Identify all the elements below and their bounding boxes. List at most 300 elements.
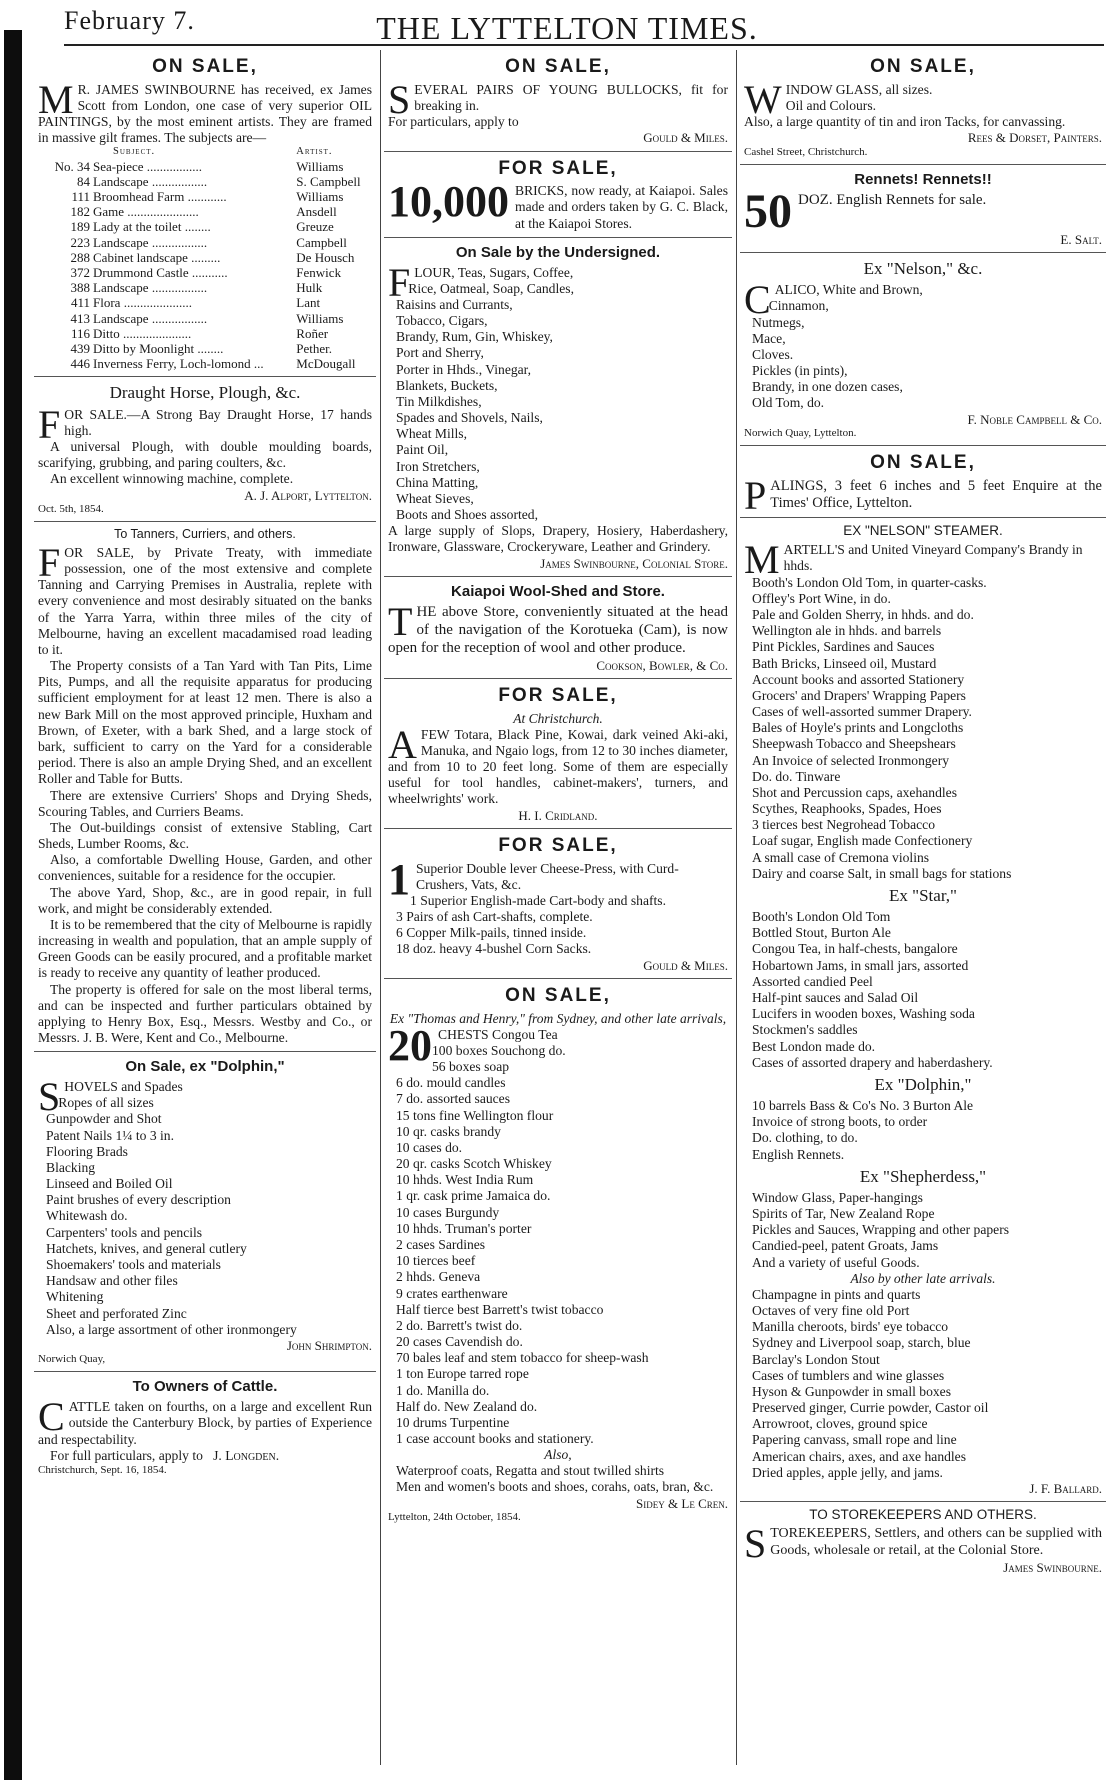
ad-timber <box>384 679 732 829</box>
list-item: Window Glass, Paper-hangings <box>752 1189 923 1205</box>
issue-date: February 7. <box>64 6 195 35</box>
column-3 <box>740 50 1106 1765</box>
list-item: 1 qr. cask prime Jamaica do. <box>396 1188 551 1204</box>
list-item: Brandy, in one dozen cases, <box>752 379 903 395</box>
drop-cap: M <box>38 76 74 122</box>
list-item: Rice, Oatmeal, Soap, Candles, <box>408 280 574 296</box>
table-row <box>38 159 372 174</box>
list-item: Stockmen's saddles <box>752 1022 858 1038</box>
painting-subject <box>93 189 296 204</box>
list-item: Spirits of Tar, New Zealand Rope <box>752 1206 935 1222</box>
item-list <box>38 1074 372 1338</box>
list-item: 1 do. Manilla do. <box>396 1382 490 1398</box>
table-row <box>38 250 372 265</box>
painting-subject <box>93 250 296 265</box>
ad-heading: ON SALE, <box>505 985 611 1007</box>
list-item-text: ARTELL'S and United Vineyard Company's Brandy in hhds. <box>783 542 1083 574</box>
drop-cap: S <box>38 1074 61 1120</box>
ad-heading: Rennets! Rennets!! <box>854 170 992 188</box>
paragraph: There are extensive Curriers' Shops and Drying Sheds, Scouring Tables, and Curriers Beams. <box>38 787 372 819</box>
signature: Gould & Miles. <box>643 130 728 146</box>
list-item: Old Tom, do. <box>752 395 825 411</box>
list-item: Scythes, Reaphooks, Spades, Hoes <box>752 801 942 817</box>
ad-date: Oct. 5th, 1854. <box>38 502 104 515</box>
ad-oil-paintings <box>34 50 376 377</box>
ad-heading: On Sale by the Undersigned. <box>455 243 661 261</box>
ad-heading: On Sale, ex "Dolphin," <box>125 1058 285 1076</box>
ad-heading: FOR SALE, <box>498 157 618 179</box>
signature: Gould & Miles. <box>643 957 728 973</box>
list-item: Mace, <box>752 330 786 346</box>
ad-heading: TO STOREKEEPERS AND OTHERS. <box>809 1507 1037 1523</box>
list-item-text: LOUR, Teas, Sugars, Coffee, <box>414 264 574 280</box>
column-divider <box>380 50 381 1765</box>
list-item: Nutmegs, <box>752 314 805 330</box>
painting-artist: Williams <box>296 310 344 326</box>
list-item: Congou Tea, in half-chests, bangalore <box>752 941 958 957</box>
item-list <box>744 909 1102 1071</box>
ad-body <box>38 539 373 1046</box>
list-item: 15 tons fine Wellington flour <box>396 1107 554 1123</box>
ad-text: R. JAMES SWINBOURNE has received, ex James Scott from London, one case of very superior OIL PAINTINGS, by the most eminent artists. They are framed in massive gilt frames. The subjects are— <box>38 81 372 146</box>
ad-subheading: At Christchurch. <box>513 710 603 726</box>
list-item: Do. clothing, to do. <box>752 1130 858 1146</box>
list-item: Bales of Hoyle's prints and Longcloths <box>752 720 964 736</box>
painting-subject-text: Ditto ..................... <box>93 325 192 341</box>
table-row <box>38 189 372 204</box>
drop-cap: C <box>38 1394 65 1440</box>
list-item: Blankets, Buckets, <box>396 377 498 393</box>
table-row <box>38 295 372 310</box>
list-item: 9 crates earthenware <box>396 1285 508 1301</box>
signature: H. I. Cridland. <box>518 807 598 823</box>
ad-cheese-press <box>384 829 732 979</box>
signature: Sidey & Le Cren. <box>636 1495 728 1511</box>
item-list <box>744 1098 1102 1163</box>
list-item: And a variety of useful Goods. <box>752 1254 920 1270</box>
ad-text: Also, a large quantity of tin and iron Tacks, for canvassing. <box>744 113 1066 129</box>
column-divider <box>736 50 737 1765</box>
painting-artist: De Housch <box>296 249 355 265</box>
ad-text: HE above Store, conveniently situated at the head of the navigation of the Korotueka (Cam), is now open for the reception of wool and other produce. <box>388 603 728 656</box>
ad-text: INDOW GLASS, all sizes. <box>785 81 933 97</box>
ad-text: Oil and Colours. <box>785 97 877 113</box>
ad-heading: ON SALE, <box>505 56 611 77</box>
painting-subject-text: Drummond Castle ........... <box>93 265 228 280</box>
list-item: 10 hhds. West India Rum <box>396 1172 534 1188</box>
painting-subject <box>93 341 296 356</box>
list-item: 1 ton Europe tarred rope <box>396 1366 529 1382</box>
item-list <box>388 259 728 524</box>
painting-subject-text: Landscape ................. <box>93 280 208 296</box>
painting-subject-text: Landscape ................. <box>93 310 208 326</box>
list-item: Tobacco, Cigars, <box>396 313 488 329</box>
list-item: 10 cases do. <box>396 1139 463 1155</box>
list-item-text: HOVELS and Spades <box>64 1079 183 1095</box>
list-item: Waterproof coats, Regatta and stout twilled shirts <box>396 1463 665 1479</box>
table-row <box>38 341 372 356</box>
list-item: Spades and Shovels, Nails, <box>396 410 543 426</box>
list-item: Bath Bricks, Linseed oil, Mustard <box>752 655 937 671</box>
ad-text: EVERAL PAIRS OF YOUNG BULLOCKS, fit for breaking in. <box>414 81 728 113</box>
table-row <box>38 204 372 219</box>
painting-subject <box>93 235 296 250</box>
ad-text: For full particulars, apply to <box>50 1447 203 1463</box>
ad-heading: ON SALE, <box>870 452 976 474</box>
signature: A. J. Alport, Lyttelton. <box>244 487 372 503</box>
list-item: Gunpowder and Shot <box>46 1111 162 1127</box>
painting-subject <box>93 356 296 371</box>
item-list <box>388 1463 728 1495</box>
painting-artist: Fenwick <box>296 265 342 280</box>
list-item: Cases of tumblers and wine glasses <box>752 1367 945 1383</box>
ad-heading: Kaiapoi Wool-Shed and Store. <box>451 583 665 601</box>
list-item: Half-pint sauces and Salad Oil <box>752 989 919 1005</box>
ad-heading: EX "NELSON" STEAMER. <box>843 523 1003 539</box>
col-artist: Artist. <box>296 146 333 158</box>
list-item: Sydney and Liverpool soap, starch, blue <box>752 1335 971 1351</box>
list-item: Hobartown Jams, in small jars, assorted <box>752 957 969 973</box>
list-item: Half do. New Zealand do. <box>396 1398 538 1414</box>
painting-number: 372 <box>70 265 90 280</box>
list-item: Men and women's boots and shoes, corahs, oats, bran, &c. <box>396 1479 714 1495</box>
list-item: 20 qr. casks Scotch Whiskey <box>396 1156 552 1172</box>
table-row <box>38 311 372 326</box>
ad-text: A large supply of Slops, Drapery, Hosiery, Haberdashery, Ironware, Glassware, Crockeryware, Leather and Grindery. <box>388 523 728 555</box>
ad-place: Cashel Street, Christchurch. <box>744 145 868 158</box>
list-item: Whitewash do. <box>46 1208 128 1224</box>
list-item-text: ALICO, White and Brown, <box>774 282 923 298</box>
list-item: 10 cases Burgundy <box>396 1204 500 1220</box>
painting-subject-text: Ditto by Moonlight ........ <box>93 341 224 357</box>
list-item: 100 boxes Souchong do. <box>432 1042 566 1058</box>
drop-cap: F <box>38 401 61 447</box>
list-item: Port and Sherry, <box>396 345 484 361</box>
ad-body <box>38 401 372 447</box>
painting-subject <box>93 204 296 219</box>
list-item: 10 drums Turpentine <box>396 1414 510 1430</box>
painting-number: 446 <box>70 356 90 372</box>
painting-artist: Lant <box>296 295 321 311</box>
table-row <box>38 265 372 280</box>
list-item: Also, a large assortment of other ironmongery <box>46 1321 297 1337</box>
list-item: Papering canvass, small rope and line <box>752 1432 957 1448</box>
painting-subject-text: Lady at the toilet ........ <box>93 219 211 235</box>
painting-number: 288 <box>70 249 90 265</box>
list-item: 2 do. Barrett's twist do. <box>396 1317 523 1333</box>
list-item: Grocers' and Drapers' Wrapping Papers <box>752 687 966 703</box>
list-item: Barclay's London Stout <box>752 1351 880 1367</box>
col-subject: Subject. <box>113 146 156 158</box>
list-item: An Invoice of selected Ironmongery <box>752 752 950 768</box>
list-item: Pickles and Sauces, Wrapping and other papers <box>752 1222 1010 1238</box>
list-item: Account books and assorted Stationery <box>752 671 965 687</box>
list-item: Porter in Hhds., Vinegar, <box>396 361 532 377</box>
painting-number: 111 <box>71 188 90 204</box>
list-item: Preserved ginger, Currie powder, Castor oil <box>752 1400 989 1416</box>
ad-undersigned <box>384 238 732 577</box>
list-item: Brandy, Rum, Gin, Whiskey, <box>396 329 553 345</box>
list-item: Cinnamon, <box>768 298 829 314</box>
ad-heading: FOR SALE, <box>498 684 618 706</box>
painting-subject <box>93 159 296 174</box>
big-number: 20 <box>388 1020 432 1070</box>
list-item: Shoemakers' tools and materials <box>46 1256 221 1272</box>
list-item-text: Superior Double lever Cheese-Press, with Curd-Crushers, Vats, &c. <box>416 860 679 892</box>
ad-text: ATTLE taken on fourths, on a large and excellent Run outside the Canterbury Block, by parties of Experience and respectability. <box>38 1399 372 1447</box>
list-item: Lucifers in wooden boxes, Washing soda <box>752 1006 975 1022</box>
painting-subject <box>93 174 296 189</box>
drop-cap: A <box>388 721 417 767</box>
painting-artist: Hulk <box>296 280 323 296</box>
list-item: Hyson & Gunpowder in small boxes <box>752 1383 951 1399</box>
ad-palings <box>740 446 1106 518</box>
painting-subject-text: Landscape ................. <box>93 234 208 250</box>
list-item: 18 doz. heavy 4-bushel Corn Sacks. <box>396 941 592 957</box>
painting-artist: S. Campbell <box>296 173 361 189</box>
ad-heading: To Tanners, Curriers, and others. <box>114 527 296 542</box>
drop-cap: P <box>744 472 767 518</box>
ad-text <box>38 1448 372 1464</box>
list-item: Sheepwash Tobacco and Sheepshears <box>752 736 956 752</box>
item-list <box>744 1190 1102 1271</box>
ad-tanners <box>34 522 376 1052</box>
ad-body <box>388 177 728 232</box>
list-item: Boots and Shoes assorted, <box>396 507 538 523</box>
list-item: Booth's London Old Tom, in quarter-casks. <box>752 574 987 590</box>
list-item: Loaf sugar, English made Confectionery <box>752 833 973 849</box>
ad-text: BRICKS, now ready, at Kaiapoi. Sales made and orders taken by G. C. Black, at the Kaiapoi Stores. <box>515 183 728 231</box>
list-item: American chairs, axes, and axe handles <box>752 1448 967 1464</box>
painting-subject <box>93 265 296 280</box>
list-item: Booth's London Old Tom <box>752 909 891 925</box>
paragraph: Also, a comfortable Dwelling House, Garden, and other conveniences, suitable for a residence for the occupier. <box>38 852 372 884</box>
ad-text: A universal Plough, with double moulding boards, scarifying, grubbing, and paring coulters, &c. <box>38 438 372 471</box>
column-1 <box>34 50 376 1765</box>
list-item: 56 boxes soap <box>432 1059 510 1075</box>
paintings-table <box>38 146 372 371</box>
ad-bricks <box>384 152 732 238</box>
list-item: Bottled Stout, Burton Ale <box>752 925 891 941</box>
list-item: 1 case account books and stationery. <box>396 1431 594 1447</box>
painting-number: No. 34 <box>54 158 90 174</box>
painting-artist: McDougall <box>296 356 356 372</box>
list-item: 6 Copper Milk-pails, tinned inside. <box>396 925 587 941</box>
list-item: Whitening <box>46 1289 104 1305</box>
also-label: Also, <box>544 1447 572 1463</box>
paragraph: It is to be remembered that the city of Melbourne is rapidly increasing in wealth and population, that an ample supply of Green Goods can be easily procured, and a profitable market is ready to receive any quantity of leather produced. <box>38 916 373 981</box>
ad-date: Christchurch, Sept. 16, 1854. <box>38 1463 167 1476</box>
ad-body <box>744 184 1102 238</box>
drop-cap: W <box>744 76 782 122</box>
table-row <box>38 326 372 341</box>
signature: F. Noble Campbell & Co. <box>967 411 1102 427</box>
list-item: Invoice of strong boots, to order <box>752 1114 928 1130</box>
painting-number: 413 <box>70 310 90 326</box>
list-item: Paint brushes of every description <box>46 1192 231 1208</box>
list-item: Hatchets, knives, and general cutlery <box>46 1240 247 1256</box>
list-item: 3 tierces best Negrohead Tobacco <box>752 817 935 833</box>
ad-text: ALINGS, 3 feet 6 inches and 5 feet Enquire at the Times' Office, Lyttelton. <box>770 477 1102 511</box>
ad-place: Norwich Quay, Lyttelton. <box>744 427 857 440</box>
ad-bullocks <box>384 50 732 152</box>
list-item: Pale and Golden Sherry, in hhds. and do. <box>752 606 974 622</box>
ad-thomas-henry <box>384 979 732 1529</box>
paragraph: The Out-buildings consist of extensive Stabling, Cart Sheds, Lumber Rooms, &c. <box>38 819 372 852</box>
ad-text: FEW Totara, Black Pine, Kowai, dark veined Aki-aki, Manuka, and Ngaio logs, from 12 to 30 inches diameter, and from 10 to 20 feet long. Some of them are especially useful for tool handles, cabinet-makers', turners, and wheelwrights' work. <box>388 726 728 807</box>
painting-artist: Williams <box>296 158 344 174</box>
paragraph: The Property consists of a Tan Yard with Tan Pits, Lime Pits, Pumps, and all the requisite apparatus for producing sufficient employment for at least 12 men. There is also a new Bark Mill on the most approved principle, Huxham and Brown, of Exeter, with a bark Shed, and a large stock of bark, sufficient to carry on the Yard for a considerable period. There is also an ample Drying Shed, and an excellent Roller and Table for Butts. <box>38 658 372 787</box>
painting-number: 388 <box>70 280 90 296</box>
list-item: Half tierce best Barrett's twist tobacco <box>396 1301 604 1317</box>
ad-heading: ON SALE, <box>870 56 976 77</box>
painting-artist: Roñer <box>296 325 329 341</box>
list-item: 10 tierces beef <box>396 1253 476 1269</box>
list-item: Pint Pickles, Sardines and Sauces <box>752 639 935 655</box>
drop-cap: M <box>744 537 780 583</box>
paragraph: The property is offered for sale on the most liberal terms, and can be inspected and further particulars obtained by applying to Henry Box, Esq., Messrs. Westby and Co., or Messrs. J. B. Were, Kent and Co., Melbourne. <box>38 981 372 1046</box>
drop-cap: T <box>388 598 413 644</box>
list-item: 1 Superior English-made Cart-body and shafts. <box>410 892 666 908</box>
ad-place: Norwich Quay, <box>38 1353 106 1366</box>
list-item: Tin Milkdishes, <box>396 393 482 409</box>
list-item: Linseed and Boiled Oil <box>46 1176 173 1192</box>
list-item: 2 hhds. Geneva <box>396 1269 481 1285</box>
list-item: 10 barrels Bass & Co's No. 3 Burton Ale <box>752 1098 974 1114</box>
ad-text: OR SALE.—A Strong Bay Draught Horse, 17 hands high. <box>64 406 372 438</box>
drop-cap: F <box>388 259 411 305</box>
big-number: 50 <box>744 184 792 238</box>
table-row <box>38 174 372 189</box>
signature: Cookson, Bowler, & Co. <box>596 657 728 673</box>
list-item: 3 Pairs of ash Cart-shafts, complete. <box>396 909 593 925</box>
list-item: Wellington ale in hhds. and barrels <box>752 623 942 639</box>
list-item: Arrowroot, cloves, ground spice <box>752 1416 928 1432</box>
list-item: Cloves. <box>752 346 794 362</box>
list-item: Manilla cheroots, birds' eye tobacco <box>752 1319 949 1335</box>
list-item: Blacking <box>46 1159 96 1175</box>
painting-number: 439 <box>70 341 90 357</box>
ad-rennets <box>740 165 1106 253</box>
list-item: Flooring Brads <box>46 1143 128 1159</box>
list-item: Pickles (in pints), <box>752 363 848 379</box>
drop-cap: F <box>38 539 61 585</box>
painting-subject <box>93 311 296 326</box>
painting-subject-text: Sea-piece ................. <box>93 158 203 174</box>
painting-artist: Campbell <box>296 234 347 250</box>
table-header <box>38 146 372 158</box>
signature: J. Longden. <box>213 1447 280 1463</box>
ad-heading: Ex "Nelson," &c. <box>863 258 983 278</box>
list-item: Do. do. Tinware <box>752 768 841 784</box>
painting-subject-text: Game ...................... <box>93 204 199 220</box>
painting-subject <box>93 219 296 234</box>
ad-window-glass <box>740 50 1106 165</box>
list-item: Paint Oil, <box>396 442 449 458</box>
table-row <box>38 235 372 250</box>
list-item: Iron Stretchers, <box>396 458 480 474</box>
ad-body <box>38 1394 372 1448</box>
paragraph <box>38 539 372 658</box>
ad-heading: Draught Horse, Plough, &c. <box>109 383 301 403</box>
table-row <box>38 219 372 234</box>
painting-subject-text: Broomhead Farm ............ <box>93 188 227 204</box>
ad-body <box>744 472 1102 518</box>
ad-dolphin <box>34 1052 376 1372</box>
list-item: Handsaw and other files <box>46 1273 178 1289</box>
table-row <box>38 280 372 295</box>
painting-number: 411 <box>70 295 90 311</box>
ad-heading: To Owners of Cattle. <box>132 1378 278 1396</box>
list-item: China Matting, <box>396 474 479 490</box>
list-item: Octaves of very fine old Port <box>752 1303 910 1319</box>
ad-date: Lyttelton, 24th October, 1854. <box>388 1511 521 1524</box>
ad-woolshed <box>384 577 732 679</box>
list-item: Wheat Sieves, <box>396 490 474 506</box>
ad-heading: FOR SALE, <box>498 834 618 856</box>
ad-text: TOREKEEPERS, Settlers, and others can be supplied with Goods, wholesale or retail, at the Colonial Store. <box>770 1526 1102 1559</box>
binding-edge <box>4 30 22 1780</box>
section-heading: Ex "Dolphin," <box>874 1074 972 1094</box>
signature: James Swinbourne, Colonial Store. <box>540 555 728 571</box>
painting-artist: Williams <box>296 188 344 204</box>
ad-cattle <box>34 1372 376 1482</box>
painting-artist: Ansdell <box>296 204 337 220</box>
ad-text: For particulars, apply to <box>388 113 519 129</box>
painting-number: 223 <box>70 234 90 250</box>
list-item: Shot and Percussion caps, axehandles <box>752 784 957 800</box>
ad-draught-horse <box>34 377 376 522</box>
ad-text: DOZ. English Rennets for sale. <box>798 191 987 208</box>
list-item: 6 do. mould candles <box>396 1075 506 1091</box>
item-list <box>388 854 728 958</box>
paragraph: The above Yard, Shop, &c., are in good repair, in full work, and might be considerably extended. <box>38 884 372 916</box>
list-item: Ropes of all sizes <box>58 1095 154 1111</box>
paragraph-text: OR SALE, by Private Treaty, with immediate possession, one of the most extensive and complete Tanning and Carrying Premises in Australia, replete with every convenience and most desirably situated on the banks of the Yarra Yarra, within three miles of the city of Melbourne, having an excellent macadamised road leading to it. <box>38 544 372 657</box>
painting-number: 189 <box>70 219 90 235</box>
list-item: Sheet and perforated Zinc <box>46 1305 187 1321</box>
big-number: 10,000 <box>388 177 509 227</box>
painting-subject <box>93 295 296 310</box>
list-item: A small case of Cremona violins <box>752 849 930 865</box>
list-item: Best London made do. <box>752 1038 876 1054</box>
painting-artist: Pether. <box>296 341 333 357</box>
column-2 <box>384 50 732 1765</box>
ad-storekeepers <box>740 1502 1106 1580</box>
list-item: Carpenters' tools and pencils <box>46 1224 203 1240</box>
list-item: Raisins and Currants, <box>396 296 513 312</box>
drop-cap: S <box>388 76 411 122</box>
painting-subject-text: Flora ..................... <box>93 295 192 311</box>
list-item: 70 bales leaf and stem tobacco for sheep-wash <box>396 1350 649 1366</box>
ad-body <box>38 76 372 147</box>
newspaper-title: THE LYTTELTON TIMES. <box>376 10 758 46</box>
item-list <box>744 277 1102 411</box>
drop-cap: C <box>744 277 771 323</box>
section-heading: Also by other late arrivals. <box>850 1270 996 1286</box>
list-item: Cases of assorted drapery and haberdashery. <box>752 1054 993 1070</box>
painting-subject-text: Inverness Ferry, Loch-lomond ... <box>93 356 264 372</box>
list-item: Candied-peel, patent Groats, Jams <box>752 1238 939 1254</box>
signature: John Shrimpton. <box>286 1337 372 1353</box>
list-item: Wheat Mills, <box>396 426 467 442</box>
list-item: Champagne in pints and quarts <box>752 1286 921 1302</box>
list-item: Offley's Port Wine, in do. <box>752 590 891 606</box>
drop-cap: S <box>744 1521 767 1567</box>
ad-nelson <box>740 253 1106 446</box>
signature: Rees & Dorset, Painters. <box>967 130 1102 146</box>
list-item: Dairy and coarse Salt, in small bags for stations <box>752 865 1012 881</box>
